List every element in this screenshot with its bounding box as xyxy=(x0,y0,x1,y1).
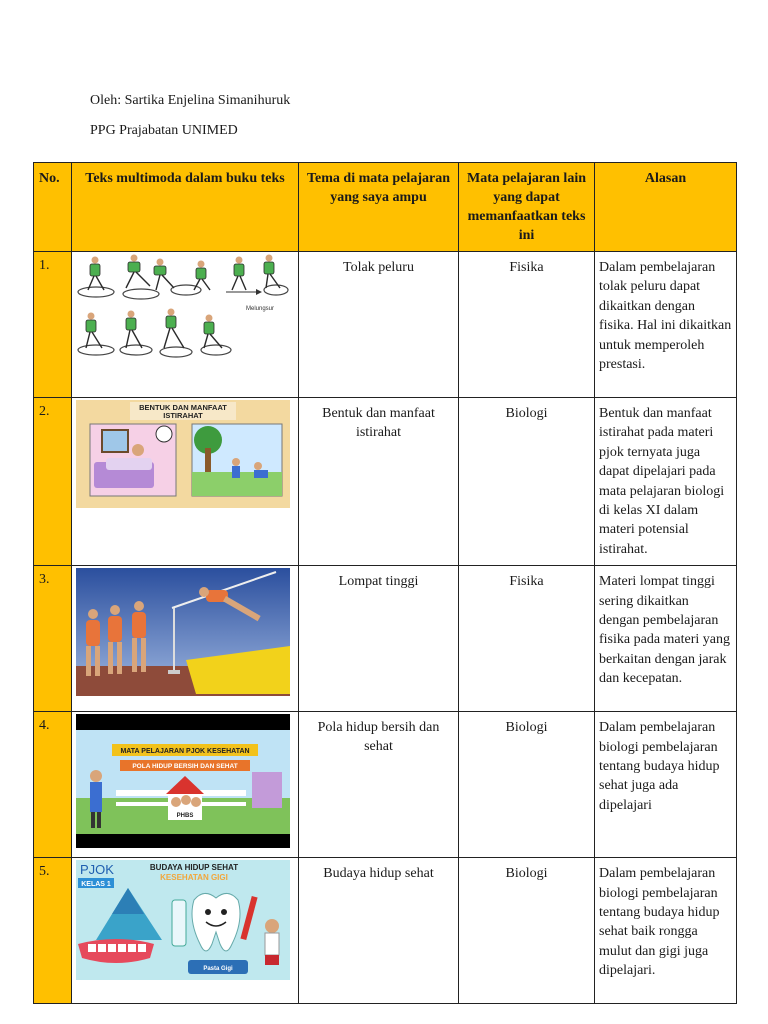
multimodal-text-table xyxy=(33,162,737,1004)
table-row xyxy=(34,566,737,712)
phbs-subtitle: POLA HIDUP BERSIH DAN SEHAT xyxy=(132,763,238,771)
theme-cell: Lompat tinggi xyxy=(299,566,459,712)
row-number: 3. xyxy=(34,566,72,712)
header-theme: Tema di mata pelajaran yang saya ampu xyxy=(299,163,459,252)
row-number: 5. xyxy=(34,858,72,1004)
toothpaste-label: Pasta Gigi xyxy=(203,966,233,973)
high-jump-image xyxy=(72,566,299,712)
row-number: 4. xyxy=(34,712,72,858)
author-line: Oleh: Sartika Enjelina Simanihuruk xyxy=(90,93,291,108)
reason-cell: Materi lompat tinggi sering dikaitkan dengan pembelajaran fisika pada materi yang berkaitan dengan jarak dan kecepatan. xyxy=(595,566,737,712)
table-row xyxy=(34,252,737,398)
rest-title-1: BENTUK DAN MANFAAT xyxy=(139,403,227,412)
dental-health-illustration xyxy=(76,860,290,980)
phbs-logo-text: PHBS xyxy=(176,813,194,820)
theme-cell: Tolak peluru xyxy=(299,252,459,398)
header-text: Teks multimoda dalam buku teks xyxy=(72,163,299,252)
reason-cell: Bentuk dan manfaat istirahat pada materi pjok ternyata juga dapat dipelajari pada mata pelajaran biologi di kelas XI dalam materi potensial istirahat. xyxy=(595,398,737,566)
rest-image xyxy=(72,398,299,566)
pjok-label: PJOK xyxy=(80,862,114,878)
table-row xyxy=(34,858,737,1004)
table-row xyxy=(34,712,737,858)
dental-title: BUDAYA HIDUP SEHAT xyxy=(149,863,239,873)
header-reason: Alasan xyxy=(595,163,737,252)
subject-cell: Fisika xyxy=(459,252,595,398)
shot-put-illustration xyxy=(76,254,290,364)
row-number: 2. xyxy=(34,398,72,566)
dental-health-image xyxy=(72,858,299,1004)
theme-cell: Budaya hidup sehat xyxy=(299,858,459,1004)
subject-cell: Biologi xyxy=(459,858,595,1004)
theme-cell: Pola hidup bersih dan sehat xyxy=(299,712,459,858)
row-number: 1. xyxy=(34,252,72,398)
theme-cell: Bentuk dan manfaat istirahat xyxy=(299,398,459,566)
table-header-row xyxy=(34,163,737,252)
phbs-image xyxy=(72,712,299,858)
subject-cell: Fisika xyxy=(459,566,595,712)
subject-cell: Biologi xyxy=(459,712,595,858)
institution-line: PPG Prajabatan UNIMED xyxy=(90,123,238,138)
reason-cell: Dalam pembelajaran biologi pembelajaran tentang budaya hidup sehat juga ada dipelajari xyxy=(595,712,737,858)
reason-cell: Dalam pembelajaran biologi pembelajaran tentang budaya hidup sehat baik rongga mulut dan gigi juga dipelajari. xyxy=(595,858,737,1004)
header-subject: Mata pelajaran lain yang dapat memanfaatkan teks ini xyxy=(459,163,595,252)
melungsur-label: Melungsur xyxy=(246,306,275,312)
phbs-title: MATA PELAJARAN PJOK KESEHATAN xyxy=(120,748,250,756)
rest-title-2: ISTIRAHAT xyxy=(163,411,203,420)
high-jump-photo xyxy=(76,568,290,696)
reason-cell: Dalam pembelajaran tolak peluru dapat dikaitkan dengan fisika. Hal ini dikaitkan untuk memperoleh prestasi. xyxy=(595,252,737,398)
subject-cell: Biologi xyxy=(459,398,595,566)
header-no: No. xyxy=(34,163,72,252)
table-row xyxy=(34,398,737,566)
rest-illustration xyxy=(76,400,290,508)
shot-put-image xyxy=(72,252,299,398)
phbs-illustration xyxy=(76,714,290,848)
dental-subtitle: KESEHATAN GIGI xyxy=(160,873,228,883)
kelas-label: KELAS 1 xyxy=(81,881,111,889)
